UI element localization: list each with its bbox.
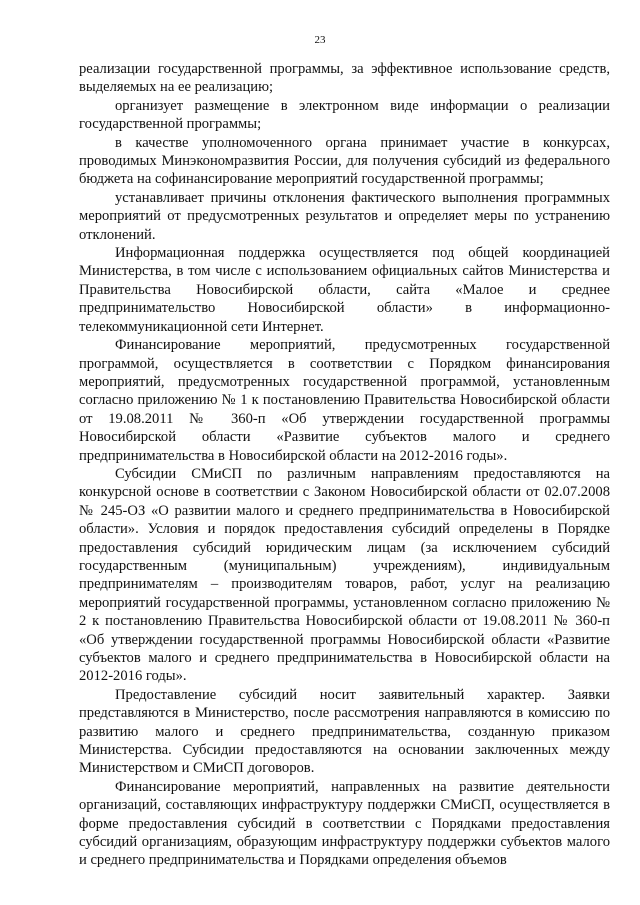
paragraph: Предоставление субсидий носит заявительный характер. Заявки представляются в Министерство, после рассмотрения направляются в комиссию по развитию малого и среднего предпринимательства, созданную приказом Министерства. Субсидии предоставляются на основании заключенных между Министерством и СМиСП договоров. bbox=[79, 686, 610, 777]
paragraph: устанавливает причины отклонения фактического выполнения программных мероприятий от предусмотренных результатов и определяет меры по устранению отклонений. bbox=[79, 189, 610, 243]
paragraph: организует размещение в электронном виде информации о реализации государственной программы; bbox=[79, 97, 610, 133]
paragraph: Информационная поддержка осуществляется под общей координацией Министерства, в том числе с использованием официальных сайтов Министерства и Правительства Новосибирской области, сайта «Малое и среднее предпринимательство Новосибирской области» в информационно-телекоммуникационной сети Интернет. bbox=[79, 245, 610, 335]
page-number: 23 bbox=[314, 34, 326, 46]
paragraph: Финансирование мероприятий, предусмотренных государственной программой, осуществляется в соответствии с Порядком финансирования мероприятий, предусмотренных государственной программой, установленным согласно приложению № 1 к постановлению Правительства Новосибирской области от 19.08.2011 № 360-п «Об утверждении государственной программы Новосибирской области «Развитие субъектов малого и среднего предпринимательства в Новосибирской области на 2012-2016 годы». bbox=[79, 337, 610, 464]
paragraph: Субсидии СМиСП по различным направлениям предоставляются на конкурсной основе в соответствии с Законом Новосибирской области от 02.07.2008 № 245-ОЗ «О развитии малого и среднего предпринимательства в Новосибирской области». Условия и порядок предоставления субсидий определены в Порядке предоставления субсидий юридическим лицам (за исключением субсидий государственным (муниципальным) учреждениям), индивидуальным предпринимателям – производителям товаров, работ, услуг на реализацию мероприятий государственной программы, установленном согласно приложению № 2 к постановлению Правительства Новосибирской области от 19.08.2011 № 360-п «Об утверждении государственной программы Новосибирской области «Развитие субъектов малого и среднего предпринимательства в Новосибирской области на 2012-2016 годы». bbox=[79, 465, 610, 685]
paragraph: Финансирование мероприятий, направленных на развитие деятельности организаций, составляющих инфраструктуру поддержки СМиСП, осуществляется в форме предоставления субсидий в соответствии с Порядками предоставления субсидий организациям, образующим инфраструктуру поддержки субъектов малого и среднего предпринимательства и Порядками определения объемов bbox=[79, 778, 610, 869]
paragraph-continuation: реализации государственной программы, за эффективное использование средств, выделяемых на ее реализацию; bbox=[79, 61, 610, 96]
paragraph: в качестве уполномоченного органа принимает участие в конкурсах, проводимых Минэкономразвития России, для получения субсидий из федерального бюджета на софинансирование мероприятий государственной программы; bbox=[79, 134, 610, 188]
document-body bbox=[79, 60, 610, 870]
